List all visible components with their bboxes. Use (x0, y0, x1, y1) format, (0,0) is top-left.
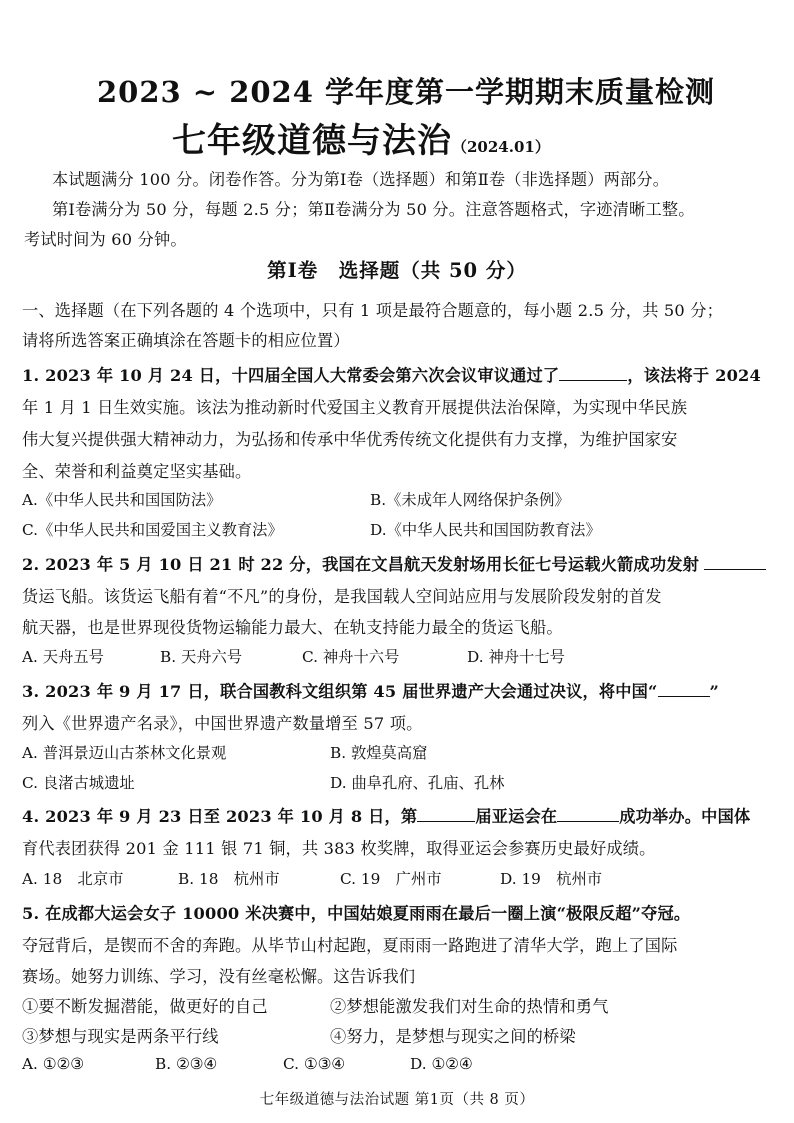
q4-blank-2 (557, 806, 619, 822)
q5-option-b: B. ②③④ (155, 1055, 218, 1073)
q2-line-1 (22, 551, 766, 575)
q3-line-1 (22, 678, 719, 702)
intro-line-1: 本试题满分 100 分。闭卷作答。分为第Ⅰ卷（选择题）和第Ⅱ卷（非选择题）两部分。 (52, 170, 670, 189)
q1-line-4: 全、荣誉和利益奠定坚实基础。 (22, 462, 252, 481)
q4-stem-end: 成功举办。中国体 (619, 807, 751, 826)
q3-option-b: B. 敦煌莫高窟 (330, 744, 428, 762)
q3-stem-start: 3. 2023 年 9 月 17 日，联合国教科文组织第 45 届世界遗产大会通过决议，将中国“ (22, 682, 658, 701)
q1-option-a: A.《中华人民共和国国防法》 (22, 491, 222, 509)
q1-stem-start: 1. 2023 年 10 月 24 日，十四届全国人大常委会第六次会议审议通过了 (22, 366, 560, 385)
q2-line-2: 货运飞船。该货运飞船有着“不凡”的身份，是我国载人空间站应用与发展阶段发射的首发 (22, 587, 662, 606)
subject-title (172, 113, 550, 162)
q5-statement-3: ③梦想与现实是两条平行线 (22, 1027, 219, 1046)
q2-stem-start: 2. 2023 年 5 月 10 日 21 时 22 分，我国在文昌航天发射场用长征七号运载火箭成功发射 (22, 555, 699, 574)
exam-date: （2024.01） (452, 138, 550, 156)
instructions-line-2: 请将所选答案正确填涂在答题卡的相应位置） (22, 331, 350, 350)
q5-option-d: D. ①②④ (410, 1055, 473, 1073)
q3-option-a: A. 普洱景迈山古茶林文化景观 (22, 744, 227, 762)
q5-statement-2: ②梦想能激发我们对生命的热情和勇气 (330, 997, 609, 1016)
section-title: 第Ⅰ卷 选择题（共 50 分） (267, 259, 527, 282)
q1-stem-end: ，该法将于 2024 (627, 366, 761, 385)
q2-option-b: B. 天舟六号 (160, 648, 243, 666)
q1-blank (559, 365, 627, 381)
q2-option-c: C. 神舟十六号 (302, 648, 400, 666)
q4-blank-1 (417, 806, 475, 822)
q3-option-d: D. 曲阜孔府、孔庙、孔林 (330, 774, 505, 792)
q4-option-d: D. 19 杭州市 (500, 870, 603, 888)
q5-option-a: A. ①②③ (22, 1055, 84, 1073)
subject-name: 七年级道德与法治 (172, 121, 452, 161)
q5-line-1: 5. 在成都大运会女子 10000 米决赛中，中国姑娘夏雨雨在最后一圈上演“极限反超”夺冠。 (22, 904, 691, 923)
q4-stem-start: 4. 2023 年 9 月 23 日至 2023 年 10 月 8 日，第 (22, 807, 418, 826)
q1-option-c: C.《中华人民共和国爱国主义教育法》 (22, 521, 283, 539)
q1-line-2: 年 1 月 1 日生效实施。该法为推动新时代爱国主义教育开展提供法治保障，为实现中华民族 (22, 398, 688, 417)
q2-option-a: A. 天舟五号 (22, 648, 104, 666)
intro-line-2: 第Ⅰ卷满分为 50 分，每题 2.5 分；第Ⅱ卷满分为 50 分。注意答题格式，字迹清晰工整。 (52, 200, 695, 219)
q2-option-d: D. 神舟十七号 (467, 648, 565, 666)
page-footer: 七年级道德与法治试题 第1页（共 8 页） (259, 1092, 535, 1108)
q5-line-2: 夺冠背后，是锲而不舍的奔跑。从毕节山村起跑，夏雨雨一路跑进了清华大学，跑上了国际 (22, 936, 678, 955)
q4-stem-mid: 届亚运会在 (475, 807, 558, 826)
q1-option-d: D.《中华人民共和国国防教育法》 (370, 521, 601, 539)
exam-title: 2023 ~ 2024 学年度第一学期期末质量检测 (96, 75, 715, 109)
q1-line-3: 伟大复兴提供强大精神动力，为弘扬和传承中华优秀传统文化提供有力支撑，为维护国家安 (22, 430, 678, 449)
q5-statement-1: ①要不断发掘潜能，做更好的自己 (22, 997, 268, 1016)
intro-line-3: 考试时间为 60 分钟。 (24, 230, 187, 249)
q5-statement-4: ④努力，是梦想与现实之间的桥梁 (330, 1027, 576, 1046)
q4-option-a: A. 18 北京市 (22, 870, 124, 888)
q3-option-c: C. 良渚古城遗址 (22, 774, 135, 792)
q1-line-1 (22, 362, 761, 386)
q1-option-b: B.《未成年人网络保护条例》 (370, 491, 570, 509)
q3-stem-end: ” (709, 682, 720, 701)
q4-line-1 (22, 803, 750, 827)
q4-option-c: C. 19 广州市 (340, 870, 442, 888)
instructions-line-1: 一、选择题（在下列各题的 4 个选项中，只有 1 项是最符合题意的，每小题 2.5 分，共 50 分； (22, 301, 724, 320)
q5-line-3: 赛场。她努力训练、学习，没有丝毫松懈。这告诉我们 (22, 967, 416, 986)
q5-option-c: C. ①③④ (283, 1055, 346, 1073)
q3-blank (658, 681, 710, 697)
q4-line-2: 育代表团获得 201 金 111 银 71 铜，共 383 枚奖牌，取得亚运会参赛历史最好成绩。 (22, 839, 656, 858)
q2-blank (704, 554, 766, 570)
q2-line-3: 航天器，也是世界现役货物运输能力最大、在轨支持能力最全的货运飞船。 (22, 618, 563, 637)
q3-line-2: 列入《世界遗产名录》，中国世界遗产数量增至 57 项。 (22, 714, 423, 733)
q4-option-b: B. 18 杭州市 (178, 870, 280, 888)
